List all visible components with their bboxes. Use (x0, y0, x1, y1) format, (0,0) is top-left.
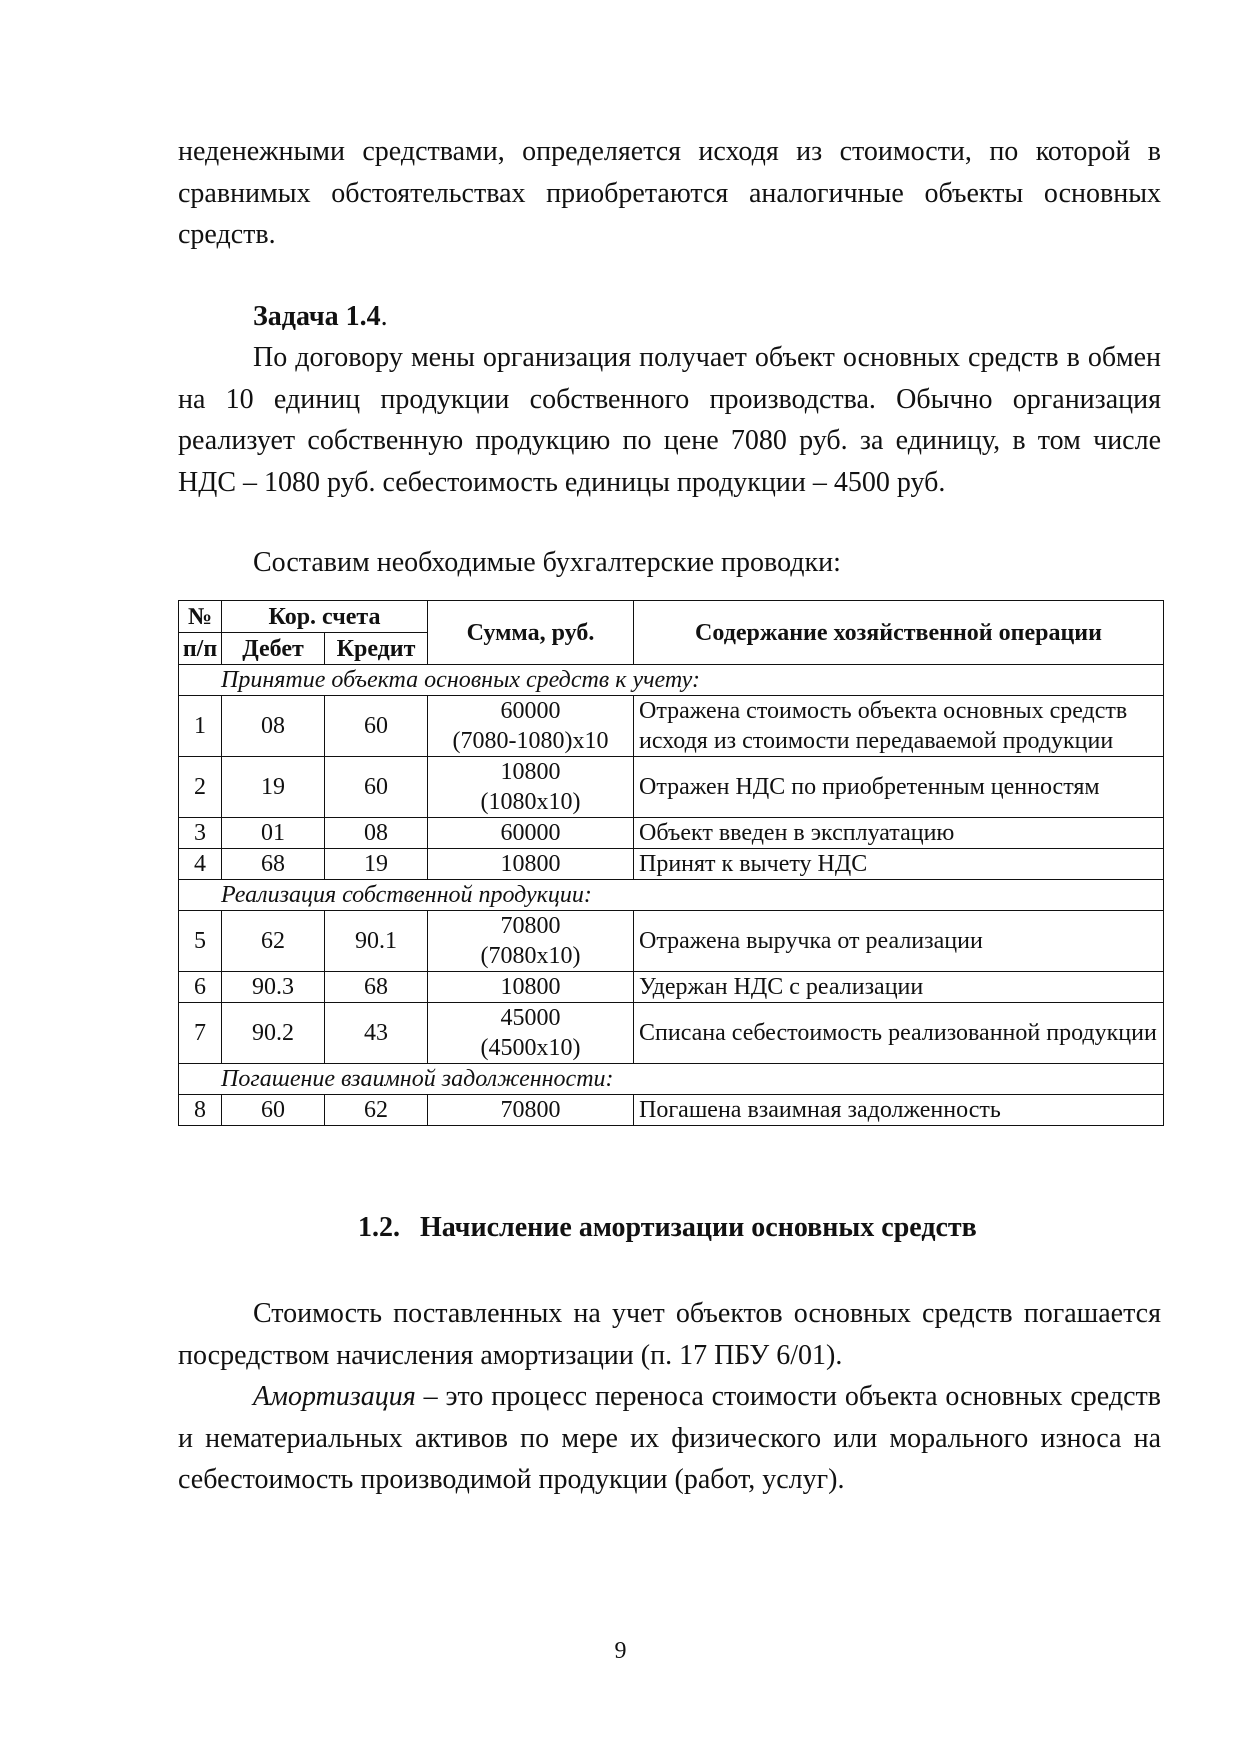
operation-content-cell: Отражен НДС по приобретенным ценностям (634, 757, 1164, 818)
credit-cell: 68 (325, 972, 428, 1003)
header-credit: Кредит (325, 633, 428, 665)
operation-content-cell: Принят к вычету НДС (634, 849, 1164, 880)
debit-cell: 90.2 (222, 1003, 325, 1064)
row-number-cell: 2 (179, 757, 222, 818)
row-number-cell: 7 (179, 1003, 222, 1064)
header-debit: Дебет (222, 633, 325, 665)
row-number-cell: 4 (179, 849, 222, 880)
section-heading (358, 1208, 977, 1248)
sum-value: 60000 (500, 820, 561, 846)
sum-formula: (7080-1080)х10 (452, 728, 609, 754)
header-num-line2: п/п (179, 633, 222, 665)
credit-cell: 62 (325, 1095, 428, 1126)
row-number-cell: 6 (179, 972, 222, 1003)
operation-content-cell: Удержан НДС с реализации (634, 972, 1164, 1003)
sum-value: 10800 (500, 759, 561, 785)
task-title-bold: Задача 1.4 (253, 301, 381, 332)
header-num-line1: № (187, 603, 213, 630)
section-number: 1.2. (358, 1212, 400, 1243)
sum-value: 45000 (500, 1005, 561, 1031)
debit-cell: 62 (222, 911, 325, 972)
header-sum: Сумма, руб. (428, 601, 634, 665)
task-title (253, 296, 388, 338)
sum-cell (428, 818, 634, 849)
table-row (179, 1003, 1164, 1064)
row-number-cell: 1 (179, 696, 222, 757)
table-body (179, 665, 1164, 1126)
sum-cell (428, 696, 634, 757)
sum-cell (428, 1003, 634, 1064)
credit-cell: 43 (325, 1003, 428, 1064)
task-intro: Составим необходимые бухгалтерские проводки: (253, 547, 841, 578)
operation-content-cell: Погашена взаимная задолженность (634, 1095, 1164, 1126)
table-row (179, 818, 1164, 849)
row-number-cell: 3 (179, 818, 222, 849)
sum-cell (428, 1095, 634, 1126)
table-row (179, 696, 1164, 757)
header-num (179, 601, 222, 633)
definition-text: – это процесс переноса стоимости объекта основных средств и нематериальных активов по мере их физического или морального износа на себестоимость производимой продукции (работ, услуг). (178, 1381, 1161, 1495)
section-title-cell: Погашение взаимной задолженности: (179, 1064, 1164, 1095)
operation-content-cell: Отражена выручка от реализации (634, 911, 1164, 972)
row-number-cell: 8 (179, 1095, 222, 1126)
task-title-dot: . (380, 301, 388, 332)
table-row (179, 911, 1164, 972)
debit-cell: 68 (222, 849, 325, 880)
continuation-paragraph: неденежными средствами, определяется исходя из стоимости, по которой в сравнимых обстоятельствах приобретаются аналогичные объекты основных средств. (178, 136, 1161, 250)
sum-cell (428, 911, 634, 972)
operation-content-cell: Объект введен в эксплуатацию (634, 818, 1164, 849)
table-section-row (179, 665, 1164, 696)
header-content: Содержание хозяйственной операции (634, 601, 1164, 665)
section-title-cell: Реализация собственной продукции: (179, 880, 1164, 911)
accounting-entries-table (178, 600, 1164, 1126)
sum-value: 60000 (500, 698, 561, 724)
table-section-row (179, 880, 1164, 911)
sum-value: 70800 (500, 1097, 561, 1123)
debit-cell: 90.3 (222, 972, 325, 1003)
table-row (179, 1095, 1164, 1126)
credit-cell: 60 (325, 696, 428, 757)
operation-content-cell: Списана себестоимость реализованной продукции (634, 1003, 1164, 1064)
term-amortization: Амортизация (253, 1381, 416, 1412)
sum-cell (428, 757, 634, 818)
task-body-paragraph: По договору мены организация получает объект основных средств в обмен на 10 единиц продукции собственного производства. Обычно организация реализует собственную продукцию по цене 7080 руб. за единицу, в том числе НДС – 1080 руб. себестоимость единицы продукции – 4500 руб. (178, 342, 1161, 498)
paragraph-amortization-2 (178, 1376, 1161, 1501)
operation-content-cell: Отражена стоимость объекта основных средств исходя из стоимости передаваемой продукции (634, 696, 1164, 757)
section-title-cell: Принятие объекта основных средств к учету: (179, 665, 1164, 696)
section-title: Начисление амортизации основных средств (420, 1212, 977, 1243)
table-row (179, 972, 1164, 1003)
credit-cell: 90.1 (325, 911, 428, 972)
sum-formula: (4500х10) (480, 1035, 581, 1061)
header-accounts: Кор. счета (222, 601, 428, 633)
page-number: 9 (614, 1638, 627, 1664)
sum-cell (428, 972, 634, 1003)
credit-cell: 60 (325, 757, 428, 818)
paragraph-amortization-1: Стоимость поставленных на учет объектов основных средств погашается посредством начисления амортизации (п. 17 ПБУ 6/01). (178, 1298, 1161, 1371)
row-number-cell: 5 (179, 911, 222, 972)
sum-value: 10800 (500, 974, 561, 1000)
sum-formula: (7080х10) (480, 943, 581, 969)
debit-cell: 60 (222, 1095, 325, 1126)
table-row (179, 757, 1164, 818)
debit-cell: 19 (222, 757, 325, 818)
table-row (179, 849, 1164, 880)
sum-value: 10800 (500, 851, 561, 877)
sum-cell (428, 849, 634, 880)
table-section-row (179, 1064, 1164, 1095)
debit-cell: 08 (222, 696, 325, 757)
credit-cell: 08 (325, 818, 428, 849)
credit-cell: 19 (325, 849, 428, 880)
sum-value: 70800 (500, 913, 561, 939)
debit-cell: 01 (222, 818, 325, 849)
sum-formula: (1080х10) (480, 789, 581, 815)
